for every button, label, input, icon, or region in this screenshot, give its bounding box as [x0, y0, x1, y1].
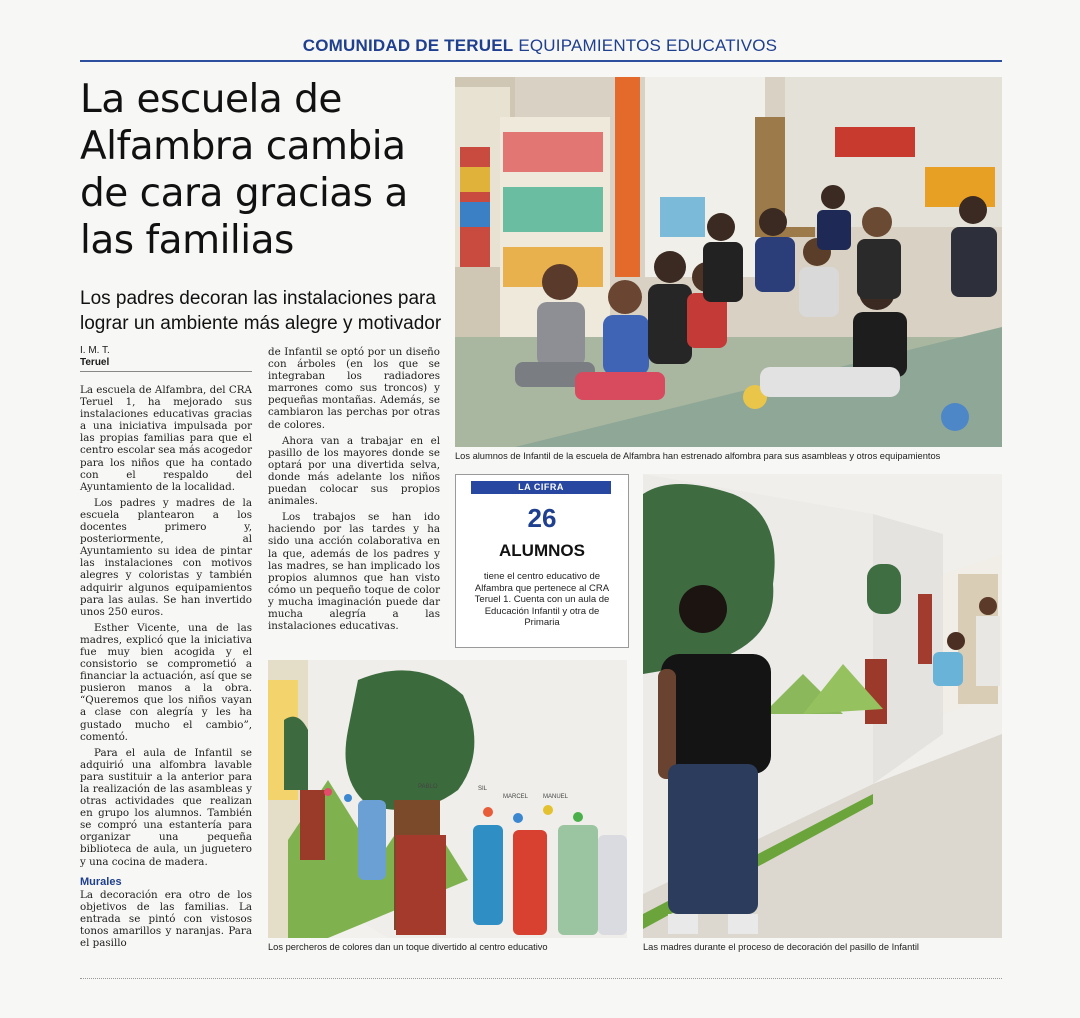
- subheadline: Los padres decoran las instalaciones para lograr un ambiente más alegre y motivador: [80, 288, 442, 334]
- section-topic: EQUIPAMIENTOS EDUCATIVOS: [518, 36, 778, 55]
- hook-label: PABLO: [418, 784, 438, 790]
- classroom-photo-caption: Los alumnos de Infantil de la escuela de Alfambra han estrenado alfombra para sus asambleas y otros equipamientos: [455, 451, 941, 461]
- headline: La escuela de Alfambra cambia de cara gracias a las familias: [80, 77, 408, 263]
- key-figure-unit: ALUMNOS: [499, 541, 585, 560]
- page-bottom-rule: [80, 978, 1002, 979]
- hook-label: MANUEL: [543, 794, 569, 800]
- key-figure-description: tiene el centro educativo de Alfambra que pertenece al CRA Teruel 1. Cuenta con un aula de Educación Infantil y otra de Primaria: [474, 571, 610, 628]
- paragraph: La escuela de Alfambra, del CRA Teruel 1, ha mejorado sus instalaciones educativas gracias a una iniciativa impulsada por las propias familias para que el centro escolar sea más acogedor para los niños que ha contado con el respaldo del Ayuntamiento de la localidad.: [80, 384, 252, 493]
- classroom-photo: [455, 77, 1002, 447]
- key-figure-box: [455, 474, 629, 648]
- coat-hooks-photo-caption: Los percheros de colores dan un toque divertido al centro educativo: [268, 942, 548, 952]
- paragraph: Los padres y madres de la escuela plantearon a los docentes primero y, posteriormente, al Ayuntamiento su idea de pintar las instalaciones con motivos alegres y coloristas y también adquirir algunos equipamientos para las aulas. Se han invertido unos 250 euros.: [80, 496, 252, 618]
- article-column-1: [80, 384, 252, 953]
- paragraph: Ahora van a trabajar en el pasillo de los mayores donde se optará por una divertida selva, donde más adelante los niños puedan colocar sus propios animales.: [268, 434, 440, 508]
- paragraph: Los trabajos se han ido haciendo por las tardes y ha sido una acción colaborativa en la que, además de los padres y las madres, se han implicado los propios alumnos que han visto cómo un pequeño toque de color y mucha imaginación puede dar mucha alegría a las instalaciones educativas.: [268, 511, 440, 633]
- hallway-photo: [643, 474, 1002, 938]
- byline: [80, 345, 110, 369]
- hook-label: SIL: [478, 786, 488, 792]
- paragraph: Para el aula de Infantil se adquirió una alfombra lavable para sustituir a la anterior para la realización de las asambleas y otras actividades que realizan en grupo los alumnos. También se compró una estantería para organizar una pequeña biblioteca de aula, un juguetero y una cocina de madera.: [80, 746, 252, 868]
- key-figure-number: 26: [527, 503, 557, 533]
- key-figure-tag: LA CIFRA: [471, 481, 611, 494]
- paragraph: La decoración era otro de los objetivos de las familias. La entrada se pintó con vistosos tonos amarillos y naranjas. Para el pasillo: [80, 888, 252, 950]
- hallway-photo-caption: Las madres durante el proceso de decoración del pasillo de Infantil: [643, 942, 919, 952]
- header-rule: [80, 60, 1002, 62]
- byline-author: I. M. T.: [80, 345, 110, 356]
- paragraph: de Infantil se optó por un diseño con árboles (en los que se integraban los radiadores marrones como sus troncos) y pequeñas montañas. Además, se cambiaron las perchas por otras de colores.: [268, 346, 440, 431]
- article-column-2: [268, 346, 440, 636]
- section-subtitle: Murales: [80, 875, 122, 888]
- byline-location: Teruel: [80, 357, 110, 368]
- byline-rule: [80, 371, 252, 372]
- section-header: [80, 36, 1000, 56]
- coat-hooks-photo: [268, 660, 627, 938]
- hook-label: MARCEL: [503, 794, 529, 800]
- paragraph: Esther Vicente, una de las madres, explicó que la iniciativa fue muy bien acogida y el consistorio se comprometió a financiar la actuación, así que se pusieron manos a la obra. “Queremos que los niños vayan a clase con alegría y les ha gustado mucho el cambio”, comentó.: [80, 621, 252, 743]
- section-name: COMUNIDAD DE TERUEL: [302, 36, 514, 55]
